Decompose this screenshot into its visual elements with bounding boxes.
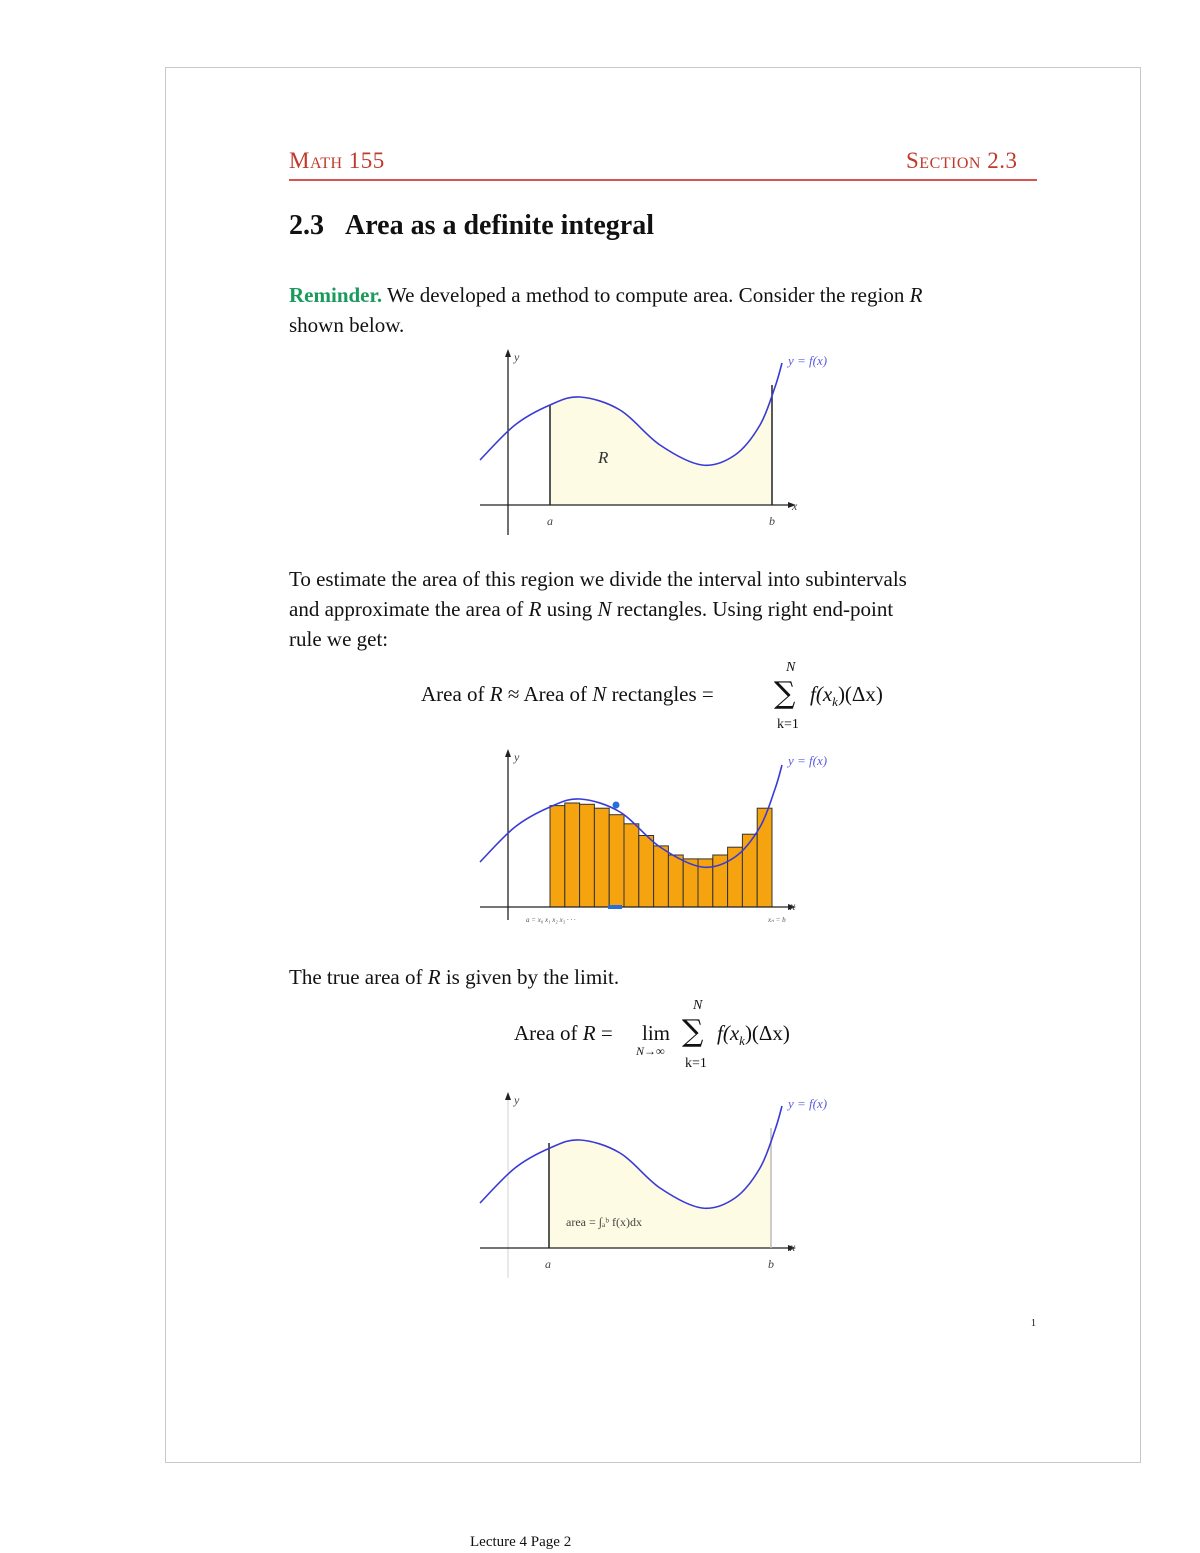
eq-text: rectangles = (611, 682, 714, 706)
page-footer: Lecture 4 Page 2 (470, 1534, 572, 1550)
y-axis-label: y (514, 1093, 520, 1107)
sum-upper-limit: N (693, 998, 703, 1013)
limit-paragraph (289, 962, 1039, 992)
approximating-rectangle (668, 855, 683, 907)
approximating-rectangle (609, 815, 624, 907)
approximating-rectangle (654, 846, 669, 907)
section-header: Section 2.3 (906, 148, 1018, 173)
summand-tail: )(Δx) (744, 1021, 790, 1045)
course-header: Math 155 (289, 148, 385, 173)
reminder-paragraph (289, 280, 1039, 340)
summand-f: f(x (717, 1021, 740, 1045)
summand-subscript: k (739, 1033, 745, 1049)
limit-subscript: N→∞ (636, 1044, 665, 1058)
sum-lower-limit: k=1 (777, 717, 799, 732)
limit-operator: lim (642, 1021, 671, 1045)
sum-upper-limit: N (786, 660, 796, 675)
region-symbol: R (582, 1021, 596, 1045)
reminder-text: We developed a method to compute area. Consider the region (387, 283, 905, 307)
method-paragraph (289, 564, 1039, 654)
curve-label: y = f(x) (788, 353, 828, 368)
limit-text-1: The true area of (289, 965, 423, 989)
method-text-1: To estimate the area of this region we divide the interval into subintervals (289, 567, 907, 591)
curve-label: y = f(x) (788, 1096, 828, 1111)
n-symbol: N (597, 597, 612, 621)
eq-text: Area of (421, 682, 485, 706)
region-symbol: R (528, 597, 542, 621)
region-figure (470, 345, 870, 545)
region-label: R (598, 448, 609, 467)
x-axis-label: x (790, 899, 796, 913)
right-tick: xₙ = b (768, 916, 786, 924)
y-axis-arrow (505, 1092, 511, 1100)
reminder-text-2: shown below. (289, 313, 405, 337)
y-axis-arrow (505, 749, 511, 757)
summand-subscript: k (832, 694, 838, 710)
limit-equation (514, 1021, 613, 1046)
sigma-symbol: ∑ (774, 676, 796, 711)
approximating-rectangle (742, 834, 757, 907)
section-number: 2.3 (289, 210, 324, 241)
limit-text-2: is given by the limit. (445, 965, 620, 989)
approximating-rectangle (594, 808, 609, 907)
n-symbol: N (592, 682, 607, 706)
sum-lower-limit: k=1 (685, 1056, 707, 1071)
section-title (289, 210, 654, 242)
approximating-rectangle (757, 808, 772, 907)
area-label: area = ∫ₐᵇ f(x)dx (566, 1215, 643, 1229)
tick-a: a (545, 1257, 551, 1271)
region-fill (548, 395, 772, 505)
eq-text: Area of (514, 1021, 578, 1045)
method-text-3: using (546, 597, 593, 621)
region-symbol: R (427, 965, 441, 989)
page-number: 1 (1031, 1318, 1036, 1329)
method-text-2: and approximate the area of (289, 597, 524, 621)
rectangles-figure (470, 745, 870, 930)
y-axis-label: y (514, 750, 520, 764)
integral-figure (470, 1088, 870, 1288)
approximating-rectangle (550, 806, 565, 907)
method-text-4: rectangles. Using right end-point (616, 597, 894, 621)
approximating-rectangle (624, 824, 639, 907)
curve-label: y = f(x) (788, 753, 828, 768)
tick-b: b (768, 1257, 774, 1271)
x-axis-label: x (790, 1240, 796, 1254)
region-fill (547, 1140, 771, 1248)
region-symbol: R (489, 682, 503, 706)
header-rule (289, 179, 1037, 181)
summand-f: f(x (810, 682, 833, 706)
tick-b: b (769, 514, 775, 528)
approximating-rectangle (639, 836, 654, 908)
riemann-sum-equation (421, 682, 714, 707)
sigma-symbol: ∑ (682, 1014, 704, 1049)
summand (810, 682, 883, 710)
eq-text: Area of (523, 682, 588, 706)
approximating-rectangle (565, 803, 580, 907)
sample-point (613, 802, 620, 809)
reminder-label: Reminder. (289, 283, 383, 307)
y-axis-arrow (505, 349, 511, 357)
summand-tail: )(Δx) (837, 682, 883, 706)
left-ticks: a = x₀ x₁ x₂ x₃ · · · (526, 916, 576, 924)
method-text-5: rule we get: (289, 627, 389, 651)
tick-a: a (547, 514, 553, 528)
equals-symbol: = (600, 1021, 613, 1045)
y-axis-label: y (514, 350, 520, 364)
x-axis-label: x (792, 499, 798, 513)
summand (717, 1021, 790, 1049)
approx-symbol: ≈ (507, 682, 520, 706)
approximating-rectangle (580, 804, 595, 907)
section-title-text: Area as a definite integral (345, 210, 654, 241)
region-symbol: R (909, 283, 923, 307)
